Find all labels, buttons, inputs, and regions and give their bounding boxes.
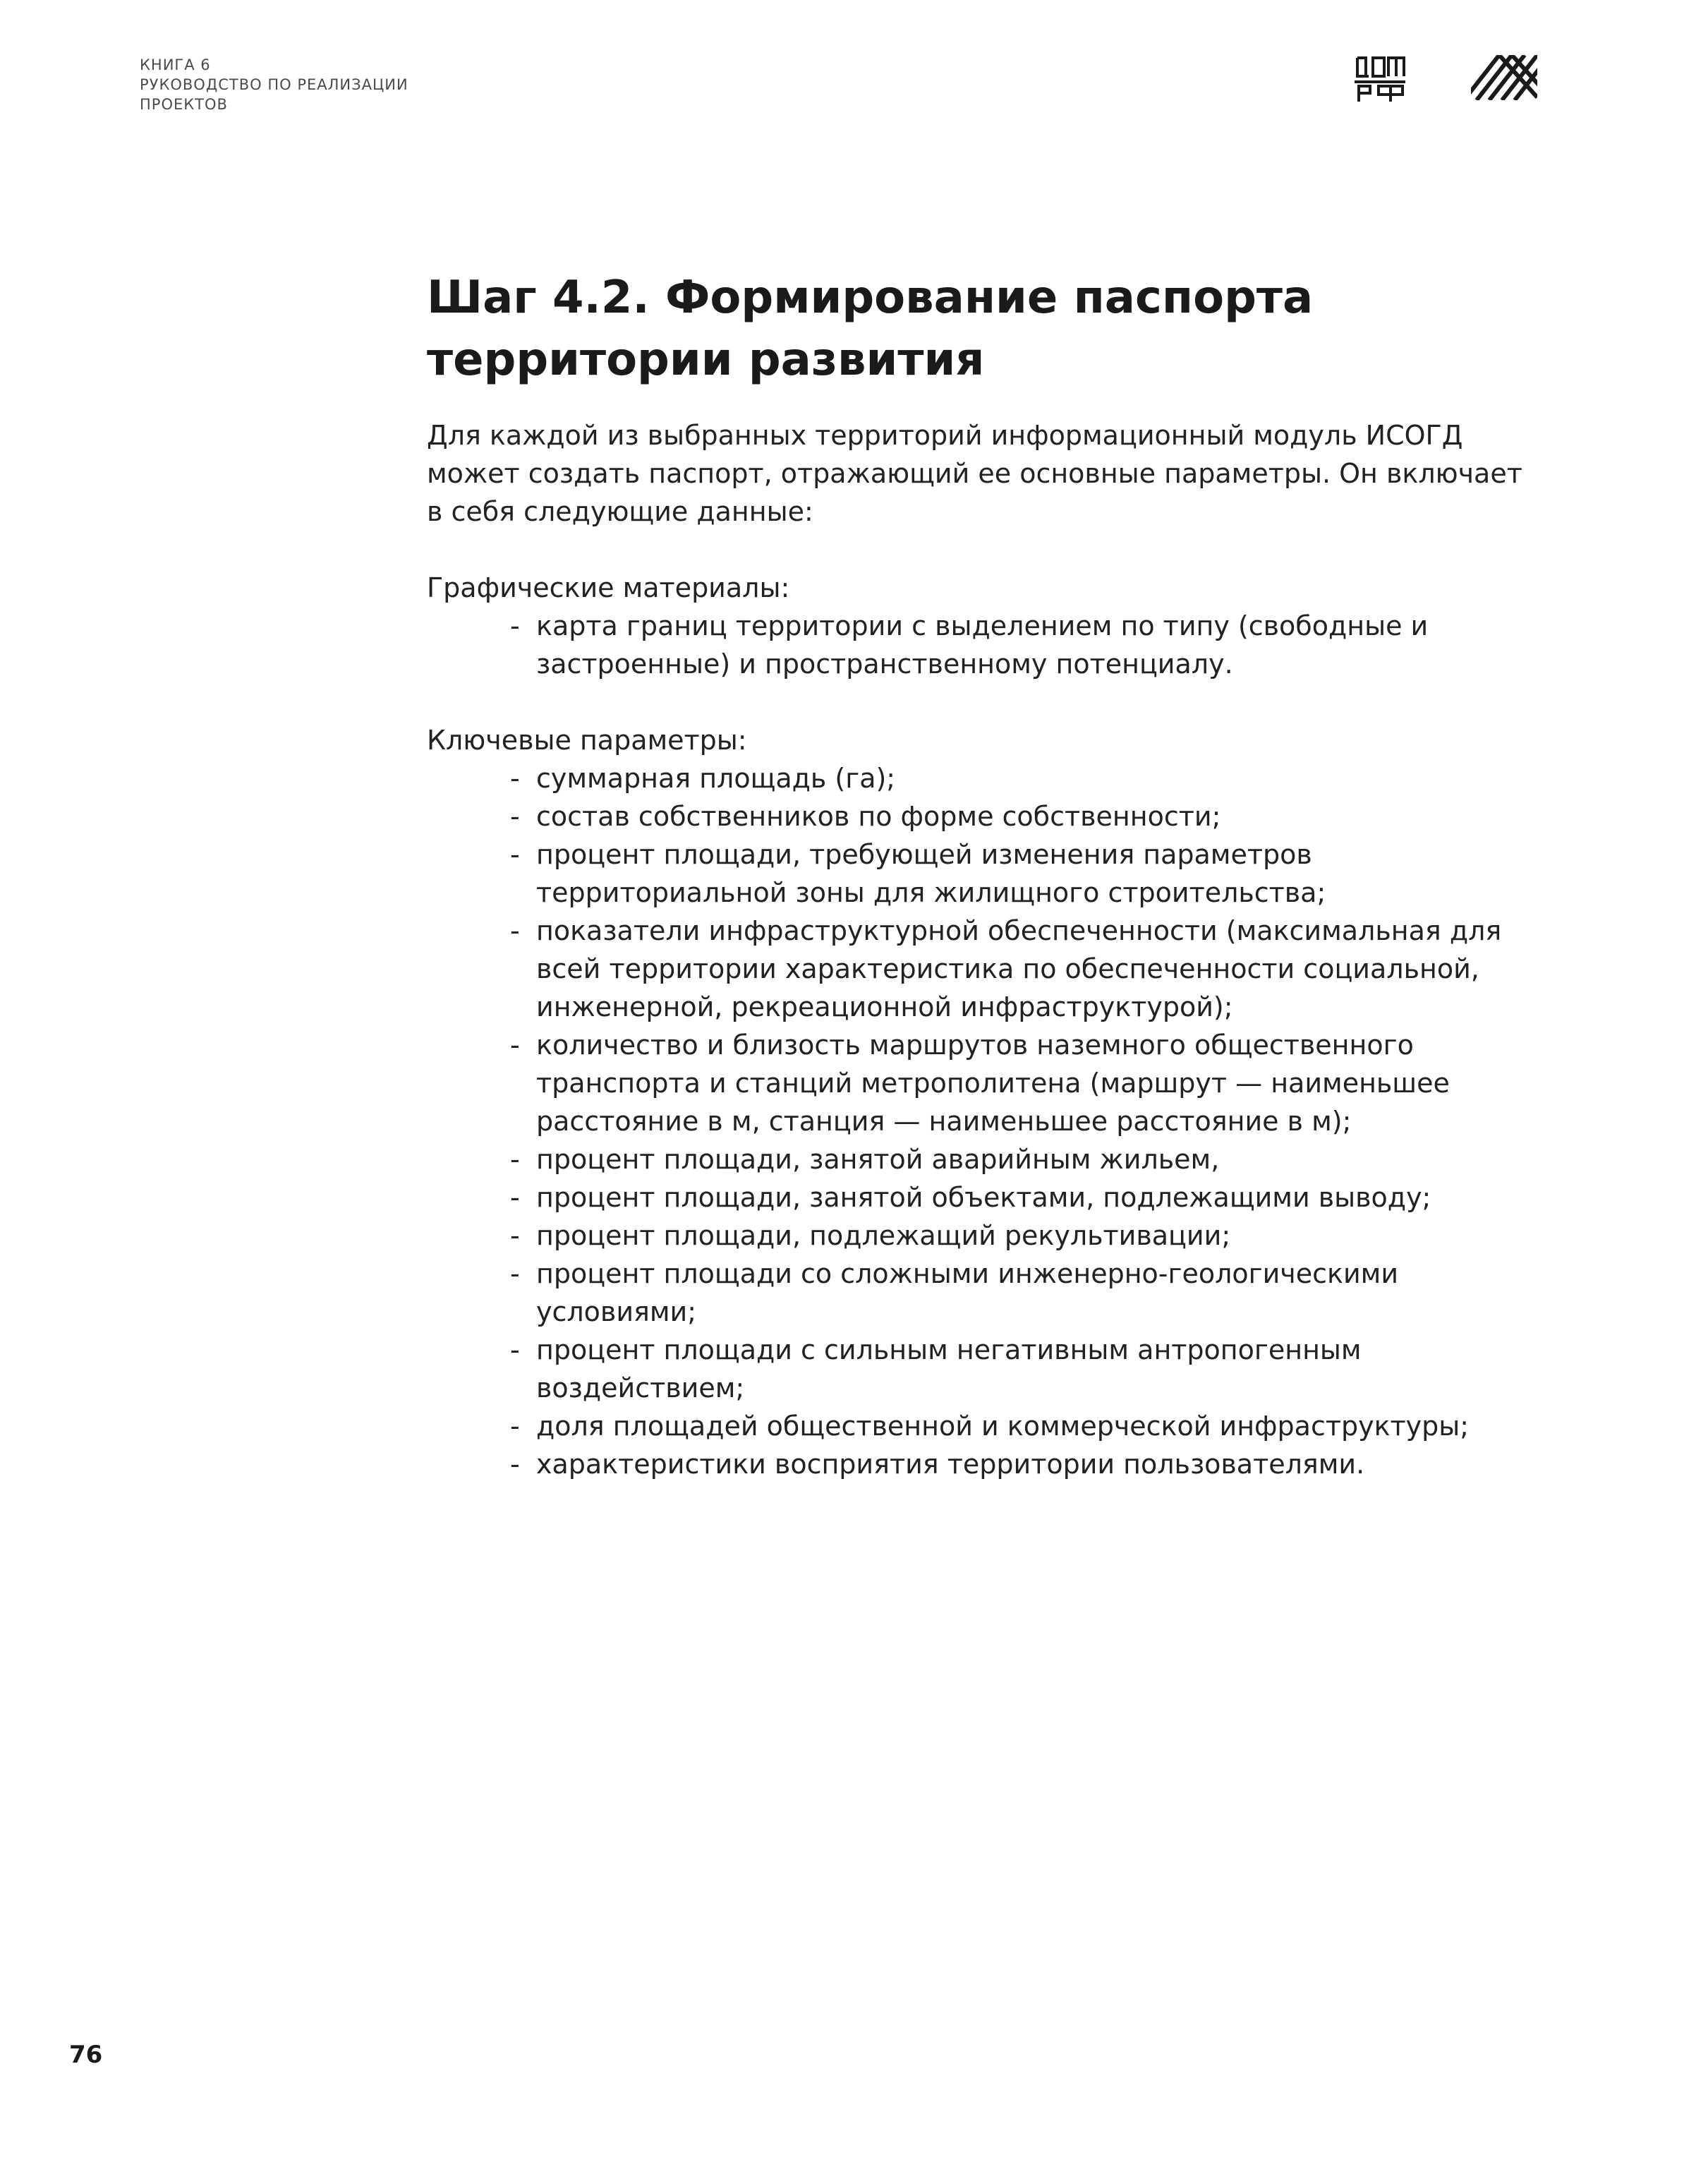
- intro-paragraph: Для каждой из выбранных территорий информационный модуль ИСОГД может создать паспорт, отражающий ее основные параметры. Он включает в себя следующие данные:: [427, 420, 1522, 527]
- params-heading: Ключевые параметры:: [427, 725, 747, 756]
- list-item: - количество и близость маршрутов наземного общественного транспорта и станций метрополитена (маршрут — наименьшее расстояние в м, станция — наименьшее расстояние в м);: [536, 1026, 1527, 1140]
- running-header: [140, 55, 408, 114]
- header-line: КНИГА 6: [140, 56, 211, 73]
- graphic-heading: Графические материалы:: [427, 572, 790, 603]
- list-item: - суммарная площадь (га);: [536, 759, 1527, 797]
- dom-rf-logo-icon: [1353, 55, 1407, 103]
- list-item: - процент площади, занятой аварийным жильем,: [536, 1140, 1527, 1178]
- list-item: - процент площади, требующей изменения параметров территориальной зоны для жилищного строительства;: [536, 835, 1527, 912]
- body-content: [427, 416, 1527, 1483]
- list-item: - состав собственников по форме собственности;: [536, 797, 1527, 835]
- list-item: - процент площади с сильным негативным антропогенным воздействием;: [536, 1331, 1527, 1407]
- page-title: Шаг 4.2. Формирование паспорта территории развития: [427, 272, 1314, 386]
- list-item: - карта границ территории с выделением по типу (свободные и застроенные) и пространственному потенциалу.: [536, 607, 1527, 683]
- list-item: - доля площадей общественной и коммерческой инфраструктуры;: [536, 1407, 1527, 1445]
- list-item: - процент площади, подлежащий рекультивации;: [536, 1217, 1527, 1255]
- params-list: [427, 759, 1527, 1483]
- header-line: РУКОВОДСТВО ПО РЕАЛИЗАЦИИ: [140, 76, 408, 93]
- list-item: - процент площади со сложными инженерно-геологическими условиями;: [536, 1255, 1527, 1331]
- list-item: - характеристики восприятия территории пользователями.: [536, 1445, 1527, 1483]
- diagonal-pattern-logo-icon: [1471, 55, 1537, 100]
- page-number: 76: [69, 2041, 103, 2069]
- list-item: - показатели инфраструктурной обеспеченности (максимальная для всей территории характеристика по обеспеченности социальной, инженерной, рекреационной инфраструктурой);: [536, 912, 1527, 1026]
- graphic-list: [427, 607, 1527, 683]
- list-item: - процент площади, занятой объектами, подлежащими выводу;: [536, 1178, 1527, 1217]
- header-line: ПРОЕКТОВ: [140, 96, 228, 113]
